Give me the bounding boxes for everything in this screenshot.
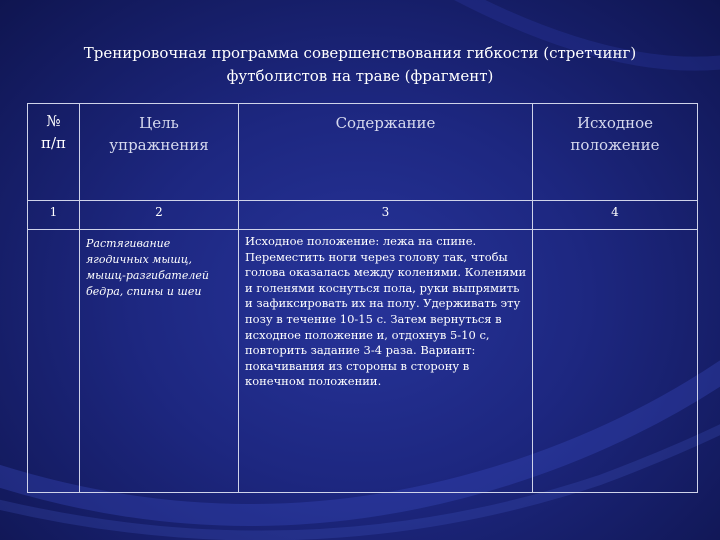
row-number-cell	[28, 230, 80, 493]
row-content-text: Исходное положение: лежа на спине. Переместить ноги через голову так, чтобы голова оказалась между коленями. Коленями и голенями коснуться пола, руки выпрямить и зафиксировать их на полу. Удерживать эту позу в течение 10-15 с. Затем вернуться в исходное положение и, отдохнув 5-10 с, повторить задание 3-4 раза. Вариант: покачивания из стороны в сторону в конечном положении.	[245, 234, 527, 389]
row-goal-cell	[80, 230, 239, 493]
numbering-cell: 1	[28, 201, 80, 230]
table-row	[28, 230, 698, 493]
row-content-cell	[239, 230, 533, 493]
table-numbering-row	[28, 201, 698, 230]
exercise-table	[27, 103, 698, 493]
header-number	[28, 104, 80, 201]
row-goal-text: Растягивание ягодичных мышц, мышц-разгибателей бедра, спины и шеи	[86, 237, 209, 298]
numbering-cell: 2	[80, 201, 239, 230]
row-position-cell	[533, 230, 698, 493]
header-goal-line-1: Цель	[139, 114, 179, 132]
numbering-cell: 4	[533, 201, 698, 230]
header-position-line-2: положение	[570, 136, 660, 154]
table-header-row	[28, 104, 698, 201]
header-goal	[80, 104, 239, 201]
slide-title	[20, 42, 700, 88]
title-line-1: Тренировочная программа совершенствования гибкости (стретчинг)	[83, 44, 637, 62]
header-goal-line-2: упражнения	[109, 136, 209, 154]
header-content	[239, 104, 533, 201]
header-content-label: Содержание	[335, 114, 436, 132]
numbering-cell: 3	[239, 201, 533, 230]
title-line-2: футболистов на траве (фрагмент)	[226, 67, 494, 85]
header-position-line-1: Исходное	[576, 114, 654, 132]
header-number-line-2: п/п	[40, 134, 67, 152]
header-number-line-1: №	[46, 112, 61, 130]
header-position	[533, 104, 698, 201]
